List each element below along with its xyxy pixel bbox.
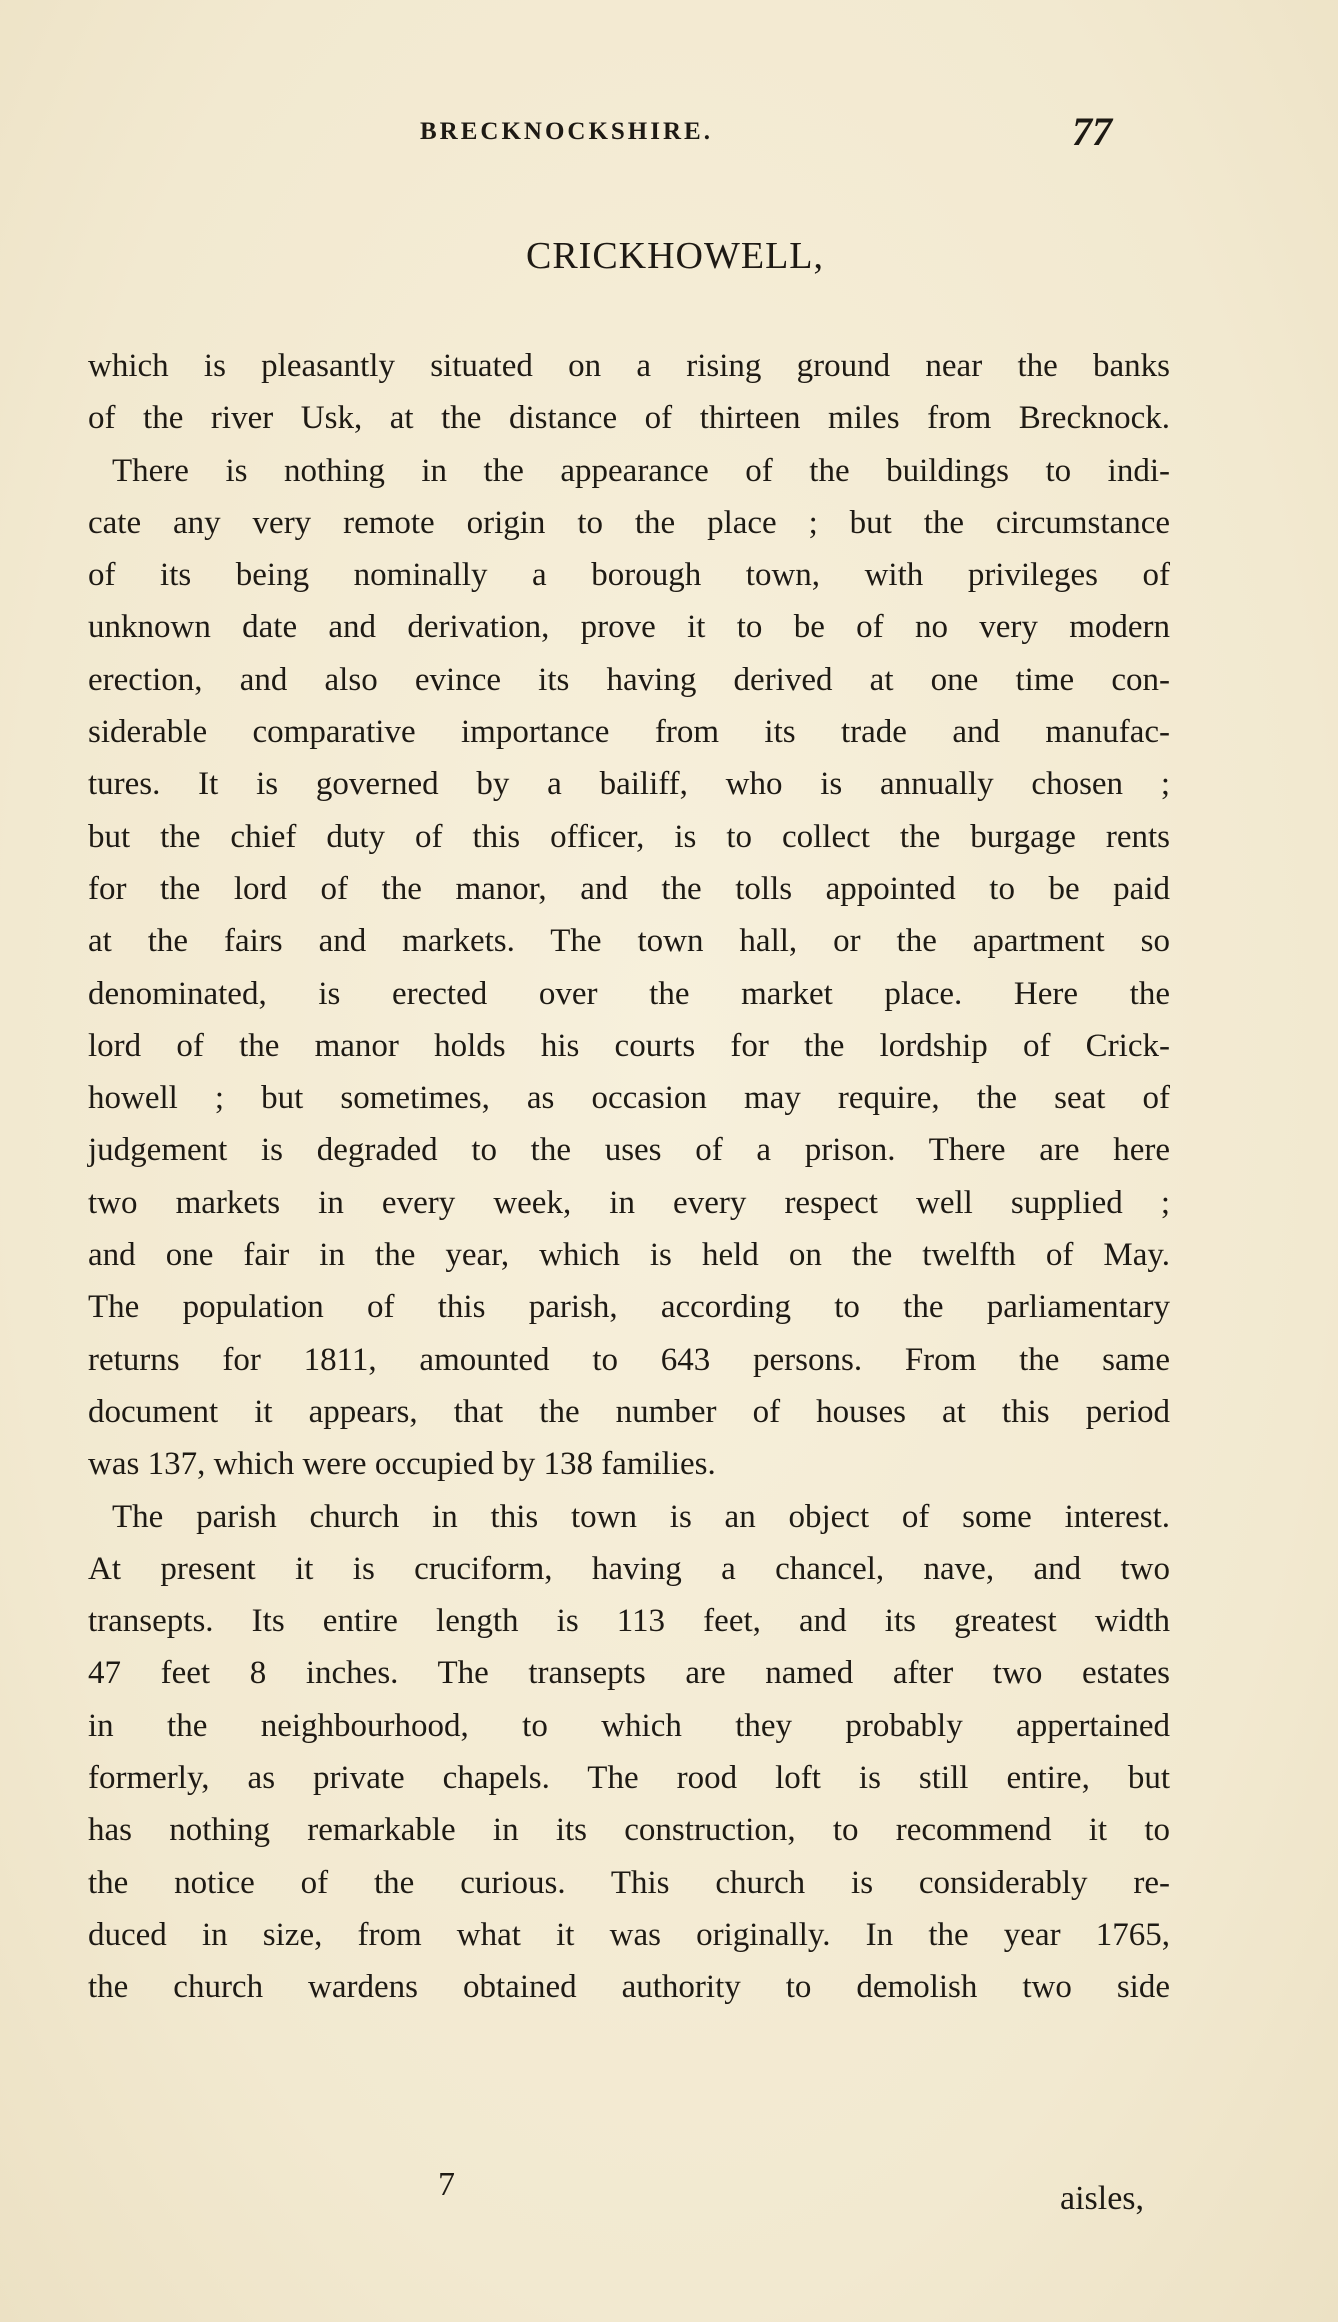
- text-line: erection, and also evince its having derived at one time con-: [88, 661, 1170, 698]
- body-text: [88, 340, 1170, 2014]
- text-line: 47 feet 8 inches. The transepts are named after two estates: [88, 1655, 1170, 1692]
- text-line: The parish church in this town is an object of some interest.: [112, 1498, 1170, 1535]
- text-line: of the river Usk, at the distance of thirteen miles from Brecknock.: [88, 400, 1170, 437]
- catchword: aisles,: [1060, 2180, 1145, 2217]
- text-line: duced in size, from what it was originally. In the year 1765,: [88, 1916, 1170, 1953]
- text-line: of its being nominally a borough town, with privileges of: [88, 557, 1170, 594]
- text-line: tures. It is governed by a bailiff, who is annually chosen ;: [88, 766, 1170, 803]
- text-line: transepts. Its entire length is 113 feet, and its greatest width: [88, 1603, 1170, 1640]
- text-line: but the chief duty of this officer, is to collect the burgage rents: [88, 818, 1170, 855]
- text-line: The population of this parish, according to the parliamentary: [88, 1289, 1170, 1326]
- running-head: [0, 108, 1338, 168]
- text-line: returns for 1811, amounted to 643 persons. From the same: [88, 1341, 1170, 1378]
- text-line: was 137, which were occupied by 138 families.: [88, 1446, 716, 1483]
- text-line: howell ; but sometimes, as occasion may require, the seat of: [88, 1080, 1170, 1117]
- text-line: the church wardens obtained authority to demolish two side: [88, 1969, 1170, 2006]
- page-number: 77: [1072, 109, 1112, 154]
- text-line: cate any very remote origin to the place ; but the circumstance: [88, 504, 1170, 541]
- text-line: At present it is cruciform, having a chancel, nave, and two: [88, 1550, 1170, 1587]
- text-line: the notice of the curious. This church is considerably re-: [88, 1864, 1170, 1901]
- running-title: BRECKNOCKSHIRE.: [420, 118, 713, 145]
- text-line: in the neighbourhood, to which they probably appertained: [88, 1707, 1170, 1744]
- text-line: unknown date and derivation, prove it to be of no very modern: [88, 609, 1170, 646]
- text-line: which is pleasantly situated on a rising ground near the banks: [88, 348, 1170, 384]
- section-heading: CRICKHOWELL,: [525, 235, 825, 277]
- text-line: at the fairs and markets. The town hall, or the apartment so: [88, 923, 1170, 960]
- text-line: There is nothing in the appearance of the buildings to indi-: [112, 452, 1170, 489]
- text-line: lord of the manor holds his courts for the lordship of Crick-: [88, 1027, 1170, 1064]
- text-line: has nothing remarkable in its construction, to recommend it to: [88, 1812, 1170, 1849]
- text-line: two markets in every week, in every respect well supplied ;: [88, 1184, 1170, 1221]
- signature-mark: 7: [438, 2166, 455, 2203]
- text-line: judgement is degraded to the uses of a prison. There are here: [88, 1132, 1170, 1169]
- text-line: siderable comparative importance from its trade and manufac-: [88, 714, 1170, 751]
- text-line: formerly, as private chapels. The rood loft is still entire, but: [88, 1760, 1170, 1797]
- text-line: denominated, is erected over the market place. Here the: [88, 975, 1170, 1012]
- text-line: and one fair in the year, which is held on the twelfth of May.: [88, 1237, 1170, 1274]
- text-line: document it appears, that the number of houses at this period: [88, 1393, 1170, 1430]
- text-line: for the lord of the manor, and the tolls appointed to be paid: [88, 870, 1170, 907]
- page-footer: [0, 2166, 1338, 2226]
